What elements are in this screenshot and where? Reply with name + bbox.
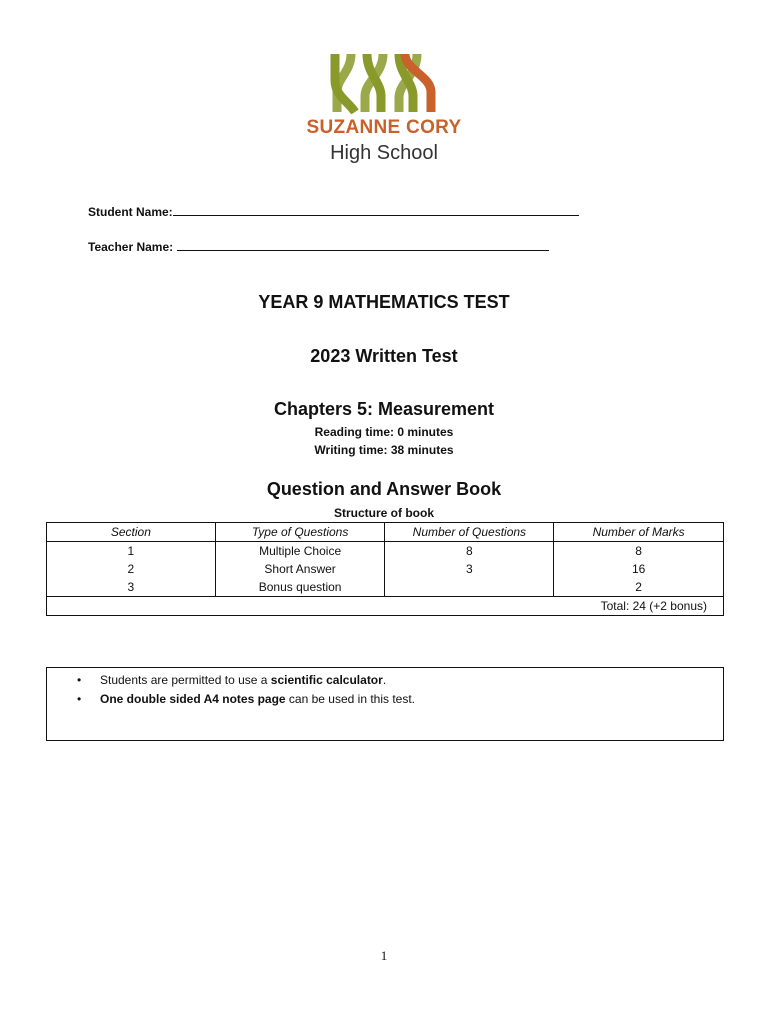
teacher-name-label: Teacher Name: xyxy=(88,240,174,254)
table-cell: 8 xyxy=(385,542,554,561)
table-total-row xyxy=(47,597,724,616)
student-name-label: Student Name: xyxy=(88,205,173,219)
instruction-text: Students are permitted to use a xyxy=(100,673,271,687)
reading-time: Reading time: 0 minutes xyxy=(314,425,454,439)
table-total-cell: Total: 24 (+2 bonus) xyxy=(47,597,724,616)
instructions-list xyxy=(47,671,723,709)
table-cell xyxy=(385,578,554,597)
structure-caption: Structure of book xyxy=(333,506,434,520)
teacher-name-field[interactable] xyxy=(88,238,549,254)
instruction-item xyxy=(77,690,723,709)
student-name-field[interactable] xyxy=(88,203,579,219)
table-header-cell: Section xyxy=(47,523,216,542)
table-row xyxy=(47,542,724,561)
table-header-cell: Number of Marks xyxy=(554,523,724,542)
table-cell: 1 xyxy=(47,542,216,561)
table-cell: 2 xyxy=(47,560,216,578)
bullet-icon: • xyxy=(77,692,82,706)
table-cell: Bonus question xyxy=(215,578,385,597)
instruction-text: can be used in this test. xyxy=(285,692,416,706)
writing-time: Writing time: 38 minutes xyxy=(314,443,454,457)
instruction-bold-text: scientific calculator xyxy=(270,673,383,687)
table-header-cell: Type of Questions xyxy=(215,523,385,542)
school-subtitle: High School xyxy=(330,142,438,164)
test-year-title: 2023 Written Test xyxy=(310,346,458,366)
table-cell: 3 xyxy=(385,560,554,578)
table-row xyxy=(47,578,724,597)
instruction-bold-text: One double sided A4 notes page xyxy=(100,692,286,706)
school-logo-graphic xyxy=(329,52,441,114)
table-cell: Short Answer xyxy=(215,560,385,578)
table-cell: 3 xyxy=(47,578,216,597)
table-cell: 8 xyxy=(554,542,724,561)
chapter-title: Chapters 5: Measurement xyxy=(273,399,495,419)
table-header-row xyxy=(47,523,724,542)
table-row xyxy=(47,560,724,578)
test-title: YEAR 9 MATHEMATICS TEST xyxy=(258,292,510,312)
teacher-name-line xyxy=(177,238,549,251)
table-cell: 16 xyxy=(554,560,724,578)
instruction-text: . xyxy=(382,673,387,687)
instructions-box xyxy=(46,667,724,741)
bullet-icon: • xyxy=(77,673,82,687)
table-cell: Multiple Choice xyxy=(215,542,385,561)
instruction-item xyxy=(77,671,723,690)
table-header-cell: Number of Questions xyxy=(385,523,554,542)
school-name: SUZANNE CORY xyxy=(306,117,462,138)
page-number: 1 xyxy=(380,948,388,963)
table-cell: 2 xyxy=(554,578,724,597)
book-title: Question and Answer Book xyxy=(266,479,502,499)
student-name-line xyxy=(173,203,579,216)
structure-table xyxy=(46,522,724,616)
